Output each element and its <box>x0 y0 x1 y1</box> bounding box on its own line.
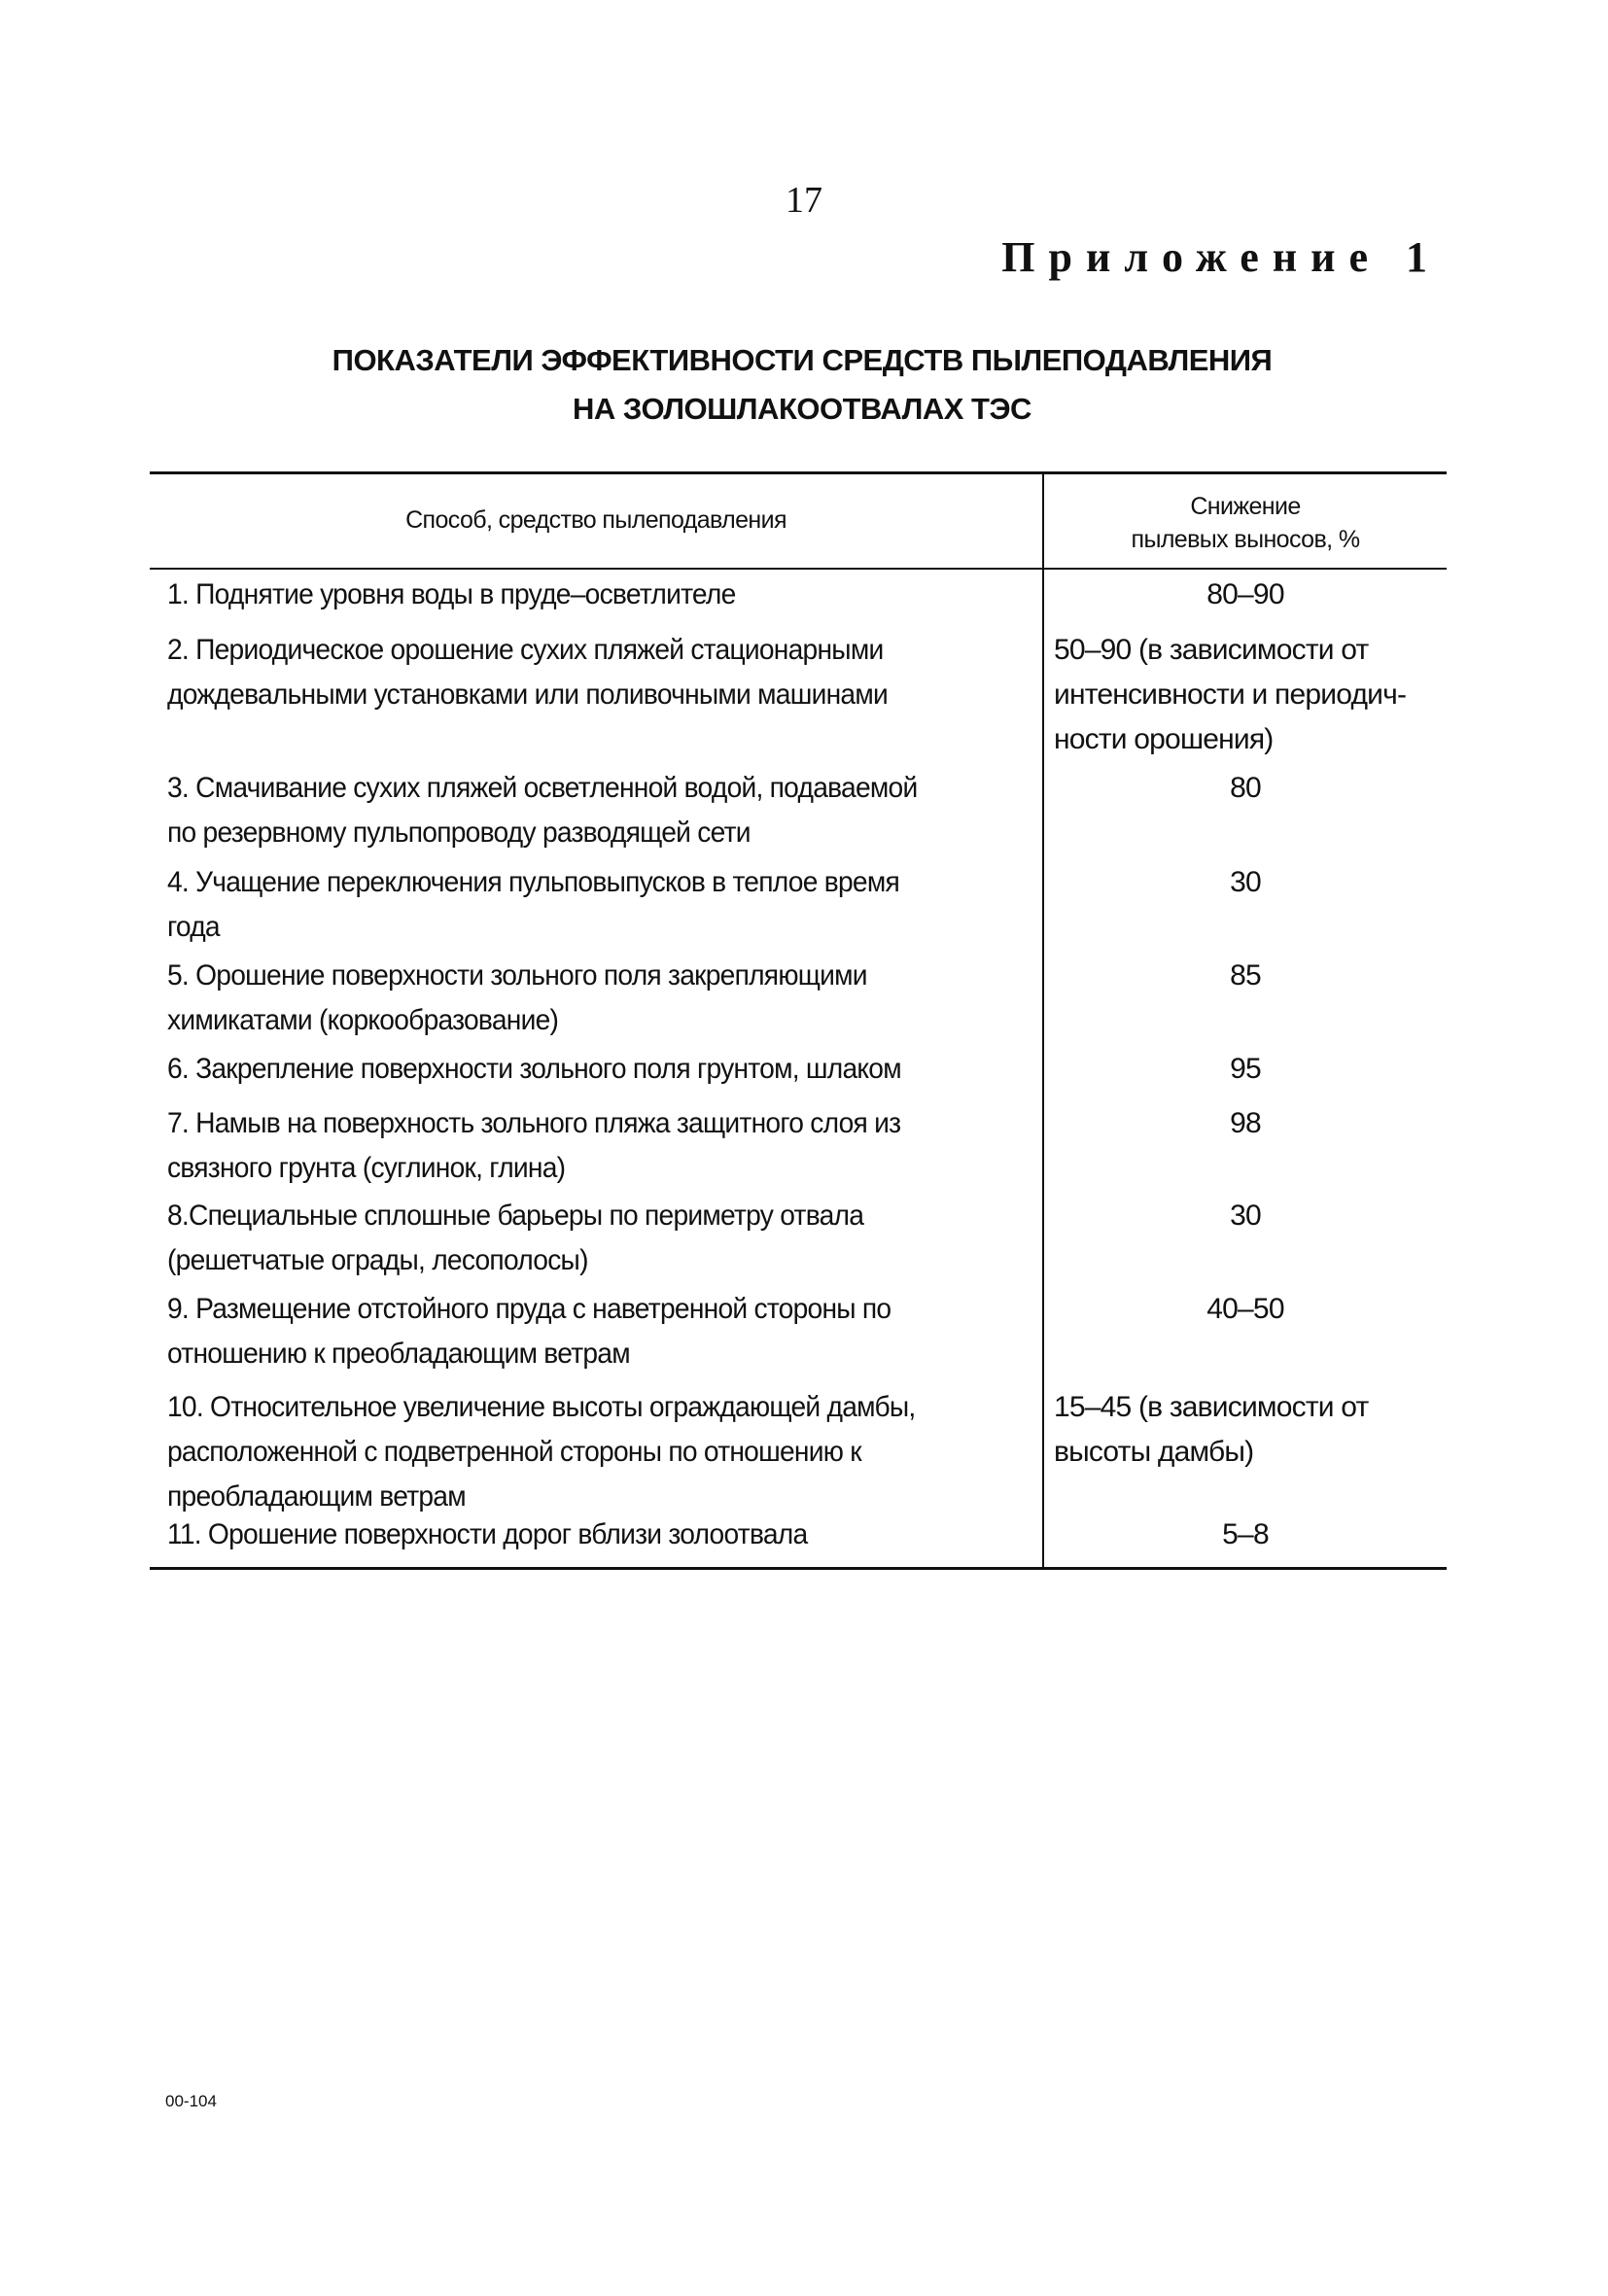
method-line: химикатами (коркообразование) <box>167 1004 559 1036</box>
method-line: 5. Орошение поверхности зольного поля закрепляющими <box>167 959 867 991</box>
method-line: 8.Специальные сплошные барьеры по периметру отвала <box>167 1200 864 1232</box>
reduction-cell <box>1044 628 1447 762</box>
method-cell <box>167 1101 981 1191</box>
reduction-line: 95 <box>1230 1053 1261 1085</box>
reduction-cell <box>1044 954 1447 998</box>
method-line: 3. Смачивание сухих пляжей осветленной водой, подаваемой <box>167 772 918 804</box>
method-cell <box>167 1287 981 1376</box>
method-cell <box>167 860 981 950</box>
reduction-cell <box>1044 1194 1447 1238</box>
reduction-line: 80 <box>1230 772 1261 804</box>
method-line: по резервному пульпопроводу разводящей сети <box>167 817 751 849</box>
method-line: 9. Размещение отстойного пруда с наветренной стороны по <box>167 1293 891 1325</box>
reduction-cell <box>1044 1287 1447 1332</box>
title-line-2: НА ЗОЛОШЛАКООТВАЛАХ ТЭС <box>573 392 1031 426</box>
reduction-cell <box>1044 1513 1447 1557</box>
document-title <box>146 336 1458 434</box>
method-cell <box>167 573 981 617</box>
reduction-cell <box>1044 1047 1447 1092</box>
method-line: дождевальными установками или поливочными машинами <box>167 678 888 711</box>
reduction-cell <box>1044 860 1447 905</box>
method-line: (решетчатые ограды, лесополосы) <box>167 1244 588 1276</box>
reduction-line: 5–8 <box>1222 1518 1269 1550</box>
method-line: 1. Поднятие уровня воды в пруде–осветлителе <box>167 578 736 610</box>
method-line: 6. Закрепление поверхности зольного поля грунтом, шлаком <box>167 1053 901 1085</box>
reduction-line: 15–45 (в зависимости от <box>1054 1391 1369 1423</box>
method-line: 7. Намыв на поверхность зольного пляжа защитного слоя из <box>167 1107 901 1139</box>
reduction-cell <box>1044 1101 1447 1146</box>
method-cell <box>167 1194 981 1283</box>
method-cell <box>167 1047 981 1092</box>
reduction-line: 85 <box>1230 959 1261 991</box>
header-reduction-line-1: Снижение <box>1190 493 1301 520</box>
method-cell <box>167 766 981 855</box>
efficiency-table <box>150 471 1447 1570</box>
method-cell <box>167 954 981 1043</box>
header-reduction <box>1044 490 1447 556</box>
reduction-line: ности орошения) <box>1054 723 1274 755</box>
method-line: 2. Периодическое орошение сухих пляжей стационарными <box>167 634 884 666</box>
method-line: 11. Орошение поверхности дорог вблизи золоотвала <box>167 1518 808 1550</box>
header-reduction-line-2: пылевых выносов, % <box>1131 526 1360 553</box>
method-line: 4. Учащение переключения пульповыпусков в теплое время <box>167 866 899 898</box>
page-number: 17 <box>786 180 822 221</box>
method-line: связного грунта (суглинок, глина) <box>167 1152 566 1184</box>
reduction-cell <box>1044 766 1447 811</box>
method-line: года <box>167 911 220 943</box>
reduction-line: 50–90 (в зависимости от <box>1054 634 1369 666</box>
method-line: отношению к преобладающим ветрам <box>167 1338 630 1370</box>
title-line-1: ПОКАЗАТЕЛИ ЭФФЕКТИВНОСТИ СРЕДСТВ ПЫЛЕПОДАВЛЕНИЯ <box>332 343 1273 377</box>
header-method: Способ, средство пылеподавления <box>405 506 787 534</box>
reduction-line: 98 <box>1230 1107 1261 1139</box>
reduction-cell <box>1044 1385 1447 1475</box>
reduction-line: 30 <box>1230 866 1261 898</box>
reduction-line: 80–90 <box>1206 578 1284 610</box>
method-cell <box>167 1513 981 1557</box>
method-cell <box>167 628 981 717</box>
reduction-line: интенсивности и периодич- <box>1054 678 1407 711</box>
method-cell <box>167 1385 981 1519</box>
reduction-line: 40–50 <box>1206 1293 1284 1325</box>
header-divider <box>150 568 1447 570</box>
reduction-line: 30 <box>1230 1200 1261 1232</box>
reduction-line: высоты дамбы) <box>1054 1436 1254 1468</box>
appendix-label: Приложение 1 <box>1001 233 1441 281</box>
reduction-cell <box>1044 573 1447 617</box>
method-line: 10. Относительное увеличение высоты ограждающей дамбы, <box>167 1391 916 1423</box>
footer-code: 00-104 <box>165 2092 217 2110</box>
method-line: преобладающим ветрам <box>167 1480 466 1513</box>
method-line: расположенной с подветренной стороны по отношению к <box>167 1436 861 1468</box>
